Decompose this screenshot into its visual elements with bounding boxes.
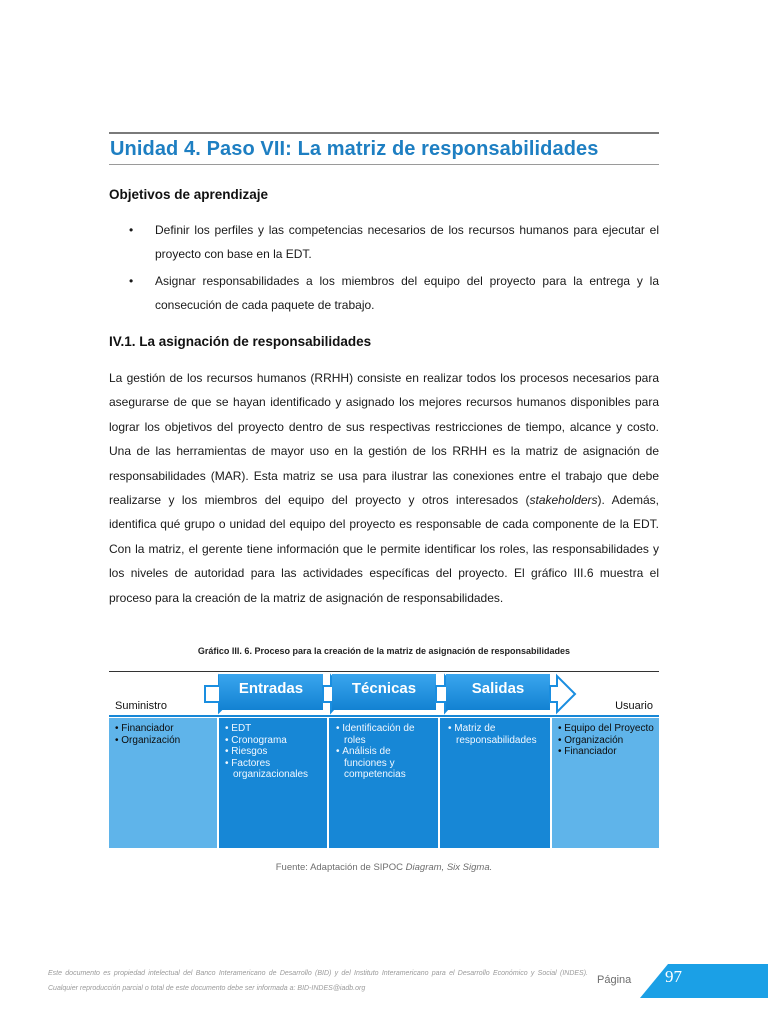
list-item: • Análisis de funciones y competencias (336, 746, 434, 781)
page-number: 97 (665, 967, 682, 986)
list-entradas (225, 723, 325, 781)
stage-label-salidas: Salidas (471, 680, 525, 697)
column-suministro (109, 718, 217, 848)
list-item: • Asignar responsabilidades a los miembros del equipo del proyecto para la entrega y la consecución de cada paquete de trabajo. (109, 269, 659, 317)
list-item: • Organización (115, 735, 213, 747)
list-item: • Riesgos (225, 746, 325, 758)
list-item: • Organización (558, 735, 656, 747)
list-usuario (558, 723, 656, 758)
right-label: Usuario (615, 700, 653, 712)
list-item: • Cronograma (225, 735, 325, 747)
list-item: • Factores organizacionales (225, 758, 325, 781)
column-entradas (219, 718, 327, 848)
objectives-list (109, 218, 659, 320)
column-tecnicas (329, 718, 438, 848)
objectives-heading: Objetivos de aprendizaje (109, 187, 269, 202)
stage-label-tecnicas: Técnicas (351, 680, 417, 697)
list-suministro (115, 723, 213, 746)
list-item: • Definir los perfiles y las competencias necesarios de los recursos humanos para ejecutar el proyecto con base en la EDT. (109, 218, 659, 266)
copyright-note: Este documento es propiedad intelectual del Banco Interamericano de Desarrollo (BID) y del Instituto Interamericano para el Desarrollo Económico y Social (INDES). Cualquier reproducción parcial o total de este documento debe ser informada a: BID-INDES@iadb.org (48, 970, 588, 992)
stage-label-entradas: Entradas (238, 680, 304, 697)
list-item: • Financiador (558, 746, 656, 758)
sipoc-diagram (109, 671, 659, 848)
list-item: • Identificación de roles (336, 723, 434, 746)
list-salidas (448, 723, 548, 746)
title-bar (109, 132, 659, 165)
page-label: Página (597, 974, 632, 986)
list-item: • EDT (225, 723, 325, 735)
column-salidas (440, 718, 550, 848)
page-number-tab (640, 964, 768, 998)
list-item: • Financiador (115, 723, 213, 735)
bullet-icon: • (129, 223, 134, 237)
body-paragraph: La gestión de los recursos humanos (RRHH) consiste en realizar todos los procesos necesarios para asegurarse de que se hayan identificado y asignado los mejores recursos humanos disponibles para lograr los objetivos del proyecto dentro de sus respectivas restricciones de tiempo, alcance y costo. Una de las herramientas de mayor uso en la gestión de los RRHH es la matriz de asignación de responsabilidades (MAR). Esta matriz se usa para ilustrar las conexiones entre el trabajo que debe realizarse y los miembros del equipo del proyecto y otros interesados (stakeholders). Además, identifica qué grupo o unidad del equipo del proyecto es responsable de cada componente de la EDT. Con la matriz, el gerente tiene información que le permite identificar los roles, las responsabilidades y los niveles de autoridad para las actividades específicas del proyecto. El gráfico III.6 muestra el proceso para la creación de la matriz de asignación de responsabilidades. (109, 371, 659, 605)
figure-source: Fuente: Adaptación de SIPOC Diagram, Six Sigma. (275, 862, 493, 873)
figure-caption: Gráfico III. 6. Proceso para la creación de la matriz de asignación de responsabilidades (197, 646, 571, 656)
list-item: • Matriz de responsabilidades (448, 723, 548, 746)
arrow-shape (550, 676, 575, 712)
bullet-icon: • (129, 274, 134, 288)
list-item: • Equipo del Proyecto (558, 723, 656, 735)
page-title: Unidad 4. Paso VII: La matriz de responsabilidades (110, 138, 599, 160)
left-label: Suministro (115, 700, 167, 712)
section-heading: IV.1. La asignación de responsabilidades (109, 334, 372, 349)
column-usuario (552, 718, 659, 848)
list-tecnicas (336, 723, 434, 781)
